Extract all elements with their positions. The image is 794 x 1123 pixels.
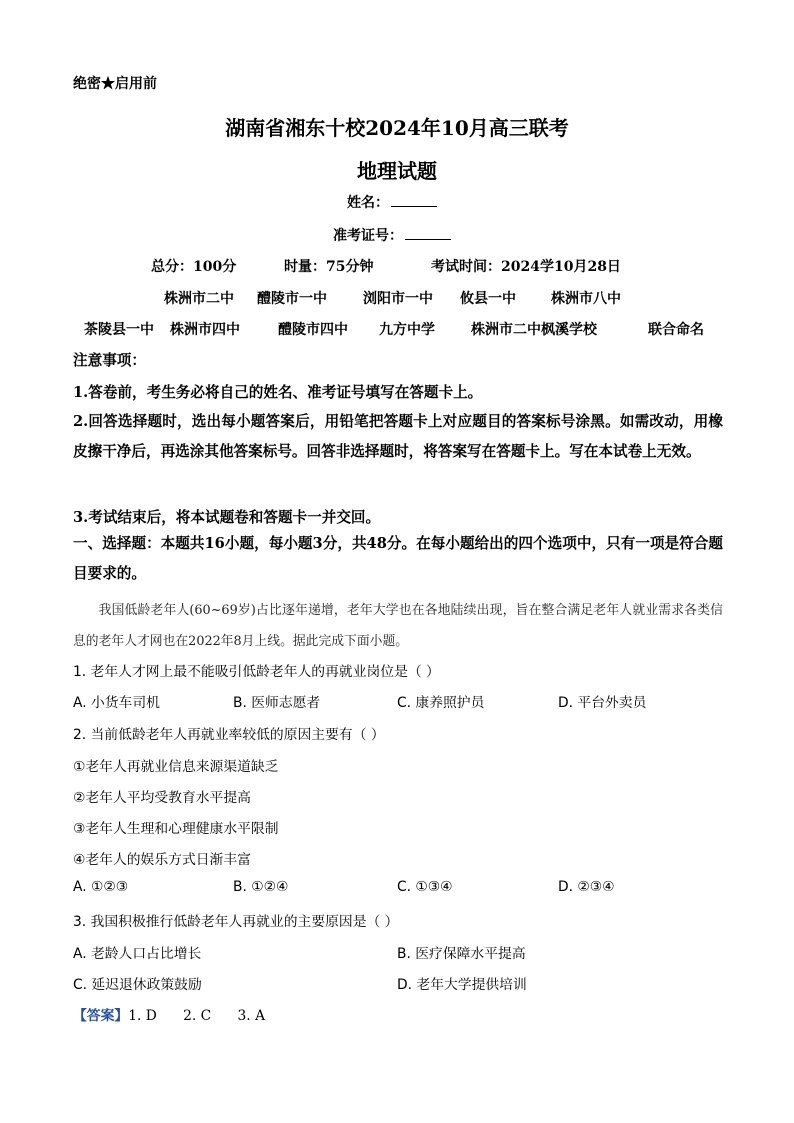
school-name: 株洲市八中 [551, 291, 621, 307]
name-blank [391, 193, 437, 207]
school-name: 醴陵市四中 [278, 322, 348, 338]
joint-naming-label: 联合命名 [648, 322, 704, 338]
school-name: 浏阳市一中 [363, 291, 433, 307]
notes-heading: 注意事项： [73, 352, 146, 369]
exam-subject: 地理试题 [357, 159, 437, 183]
q2-statement-2: ②老年人平均受教育水平提高 [73, 790, 251, 806]
section-heading: 一、选择题：本题共16小题，每小题3分，共48分。在每小题给出的四个选项中，只有一项是符合题目要求的。 [73, 535, 723, 582]
q1-option-d: D. 平台外卖员 [558, 695, 647, 711]
q3-option-c: C. 延迟退休政策鼓励 [73, 977, 202, 993]
q3-option-b: B. 医疗保障水平提高 [397, 946, 526, 962]
q2-statement-3: ③老年人生理和心理健康水平限制 [73, 821, 279, 837]
q1-option-a: A. 小货车司机 [73, 695, 160, 711]
name-label: 姓名： [347, 195, 389, 211]
answer-line [73, 1004, 265, 1024]
id-field [333, 225, 451, 245]
answer-tag: 【答案】 [73, 1008, 129, 1024]
q2-option-b: B. ①②④ [233, 879, 289, 895]
answer-values: 1. D 2. C 3. A [128, 1008, 266, 1024]
exam-title: 湖南省湘东十校2024年10月高三联考 [225, 116, 569, 140]
q2-statement-4: ④老年人的娱乐方式日渐丰富 [73, 852, 251, 868]
q2-option-c: C. ①③④ [397, 879, 453, 895]
q2-option-d: D. ②③④ [558, 879, 615, 895]
q3-option-d: D. 老年大学提供培训 [397, 977, 527, 993]
total-score: 总分：100分 [151, 259, 237, 275]
note-item-3: 3.考试结束后，将本试题卷和答题卡一并交回。 [73, 509, 381, 526]
school-name: 九方中学 [379, 322, 435, 338]
question-3-stem: 3. 我国积极推行低龄老年人再就业的主要原因是（ ） [73, 914, 399, 930]
q2-statement-1: ①老年人再就业信息来源渠道缺乏 [73, 759, 279, 775]
q2-option-a: A. ①②③ [73, 879, 129, 895]
note-item-1: 1.答卷前，考生务必将自己的姓名、准考证号填写在答题卡上。 [73, 384, 483, 401]
school-name: 株洲市二中枫溪学校 [471, 322, 597, 338]
school-name: 株洲市二中 [164, 291, 234, 307]
school-name: 茶陵县一中 [84, 322, 154, 338]
q1-option-b: B. 医师志愿者 [233, 695, 321, 711]
question-intro: 我国低龄老年人(60~69岁)占比逐年递增，老年大学也在各地陆续出现，旨在整合满足老年人就业需求各类信息的老年人才网也在2022年8月上线。据此完成下面小题。 [73, 603, 723, 649]
name-field [347, 192, 437, 212]
id-label: 准考证号： [333, 228, 403, 244]
id-blank [405, 226, 451, 240]
duration: 时量：75分钟 [284, 259, 374, 275]
question-1-stem: 1. 老年人才网上最不能吸引低龄老年人的再就业岗位是（ ） [73, 664, 440, 680]
note-item-2: 2.回答选择题时，选出每小题答案后，用铅笔把答题卡上对应题目的答案标号涂黑。如需改动，用橡皮擦干净后，再选涂其他答案标号。回答非选择题时，将答案写在答题卡上。写在本试卷上无效。 [73, 413, 723, 460]
confidential-mark: 绝密★启用前 [73, 76, 157, 92]
exam-date: 考试时间：2024学10月28日 [431, 259, 621, 275]
school-name: 株洲市四中 [170, 322, 240, 338]
question-2-stem: 2. 当前低龄老年人再就业率较低的原因主要有（ ） [73, 727, 385, 743]
q3-option-a: A. 老龄人口占比增长 [73, 946, 202, 962]
school-name: 攸县一中 [460, 291, 516, 307]
school-name: 醴陵市一中 [257, 291, 327, 307]
q1-option-c: C. 康养照护员 [397, 695, 485, 711]
